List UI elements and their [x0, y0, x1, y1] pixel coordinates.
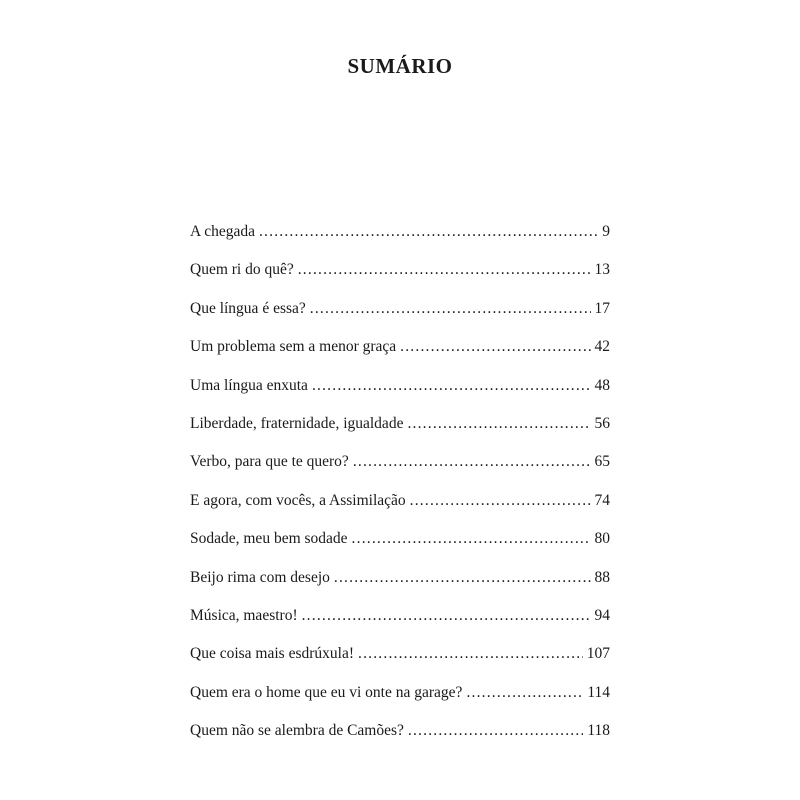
toc-entry	[190, 525, 610, 563]
toc-entry	[190, 295, 610, 333]
page-title: SUMÁRIO	[347, 54, 453, 79]
toc-entry-page: 9	[602, 223, 610, 240]
toc-entry-title: Beijo rima com desejo	[190, 568, 330, 586]
toc-entry-page: 17	[594, 299, 610, 317]
dot-leader	[298, 256, 591, 284]
toc-entry	[190, 487, 610, 525]
toc-entry-title: Um problema sem a menor graça	[190, 338, 397, 356]
toc-entry-page: 56	[594, 414, 610, 432]
toc-entry	[190, 679, 610, 717]
toc-entry-page: 74	[594, 491, 610, 509]
toc-entry-page: 65	[594, 453, 610, 471]
dot-leader	[466, 679, 583, 707]
toc-entry	[190, 218, 610, 256]
toc-entry	[190, 717, 610, 755]
toc-entry-title: Quem não se alembra de Camões?	[190, 722, 404, 740]
toc-entry	[190, 333, 610, 371]
toc-entry	[190, 640, 610, 678]
toc-entry-title: Sodade, meu bem sodade	[190, 530, 348, 548]
toc-entry-page: 94	[594, 606, 610, 624]
toc-entry-title: Quem era o home que eu vi onte na garage?	[190, 683, 463, 701]
dot-leader	[353, 448, 591, 476]
toc-entry-title: Que língua é essa?	[190, 299, 306, 317]
toc-entry-page: 118	[587, 722, 610, 740]
toc-entry-page: 48	[594, 376, 610, 394]
toc-entry-page: 107	[586, 645, 610, 663]
dot-leader	[400, 333, 590, 361]
toc-entry-title: E agora, com vocês, a Assimilação	[190, 491, 406, 509]
toc-entry-title: Liberdade, fraternidade, igualdade	[190, 414, 404, 432]
toc-entry-page: 114	[587, 683, 610, 701]
toc-entry	[190, 410, 610, 448]
dot-leader	[310, 295, 591, 323]
toc-entry-page: 13	[594, 261, 610, 279]
toc-entry	[190, 448, 610, 486]
dot-leader	[259, 218, 598, 246]
toc-entry-page: 88	[594, 568, 610, 586]
dot-leader	[334, 564, 591, 592]
toc-entry-title: Quem ri do quê?	[190, 261, 294, 279]
toc-entry-title: A chegada	[190, 223, 255, 240]
toc-entry-title: Uma língua enxuta	[190, 376, 308, 394]
table-of-contents	[190, 218, 610, 755]
toc-entry	[190, 564, 610, 602]
toc-entry-page: 80	[594, 530, 610, 548]
dot-leader	[358, 640, 583, 668]
dot-leader	[407, 410, 590, 438]
toc-entry	[190, 256, 610, 294]
dot-leader	[312, 372, 591, 400]
dot-leader	[410, 487, 591, 515]
toc-entry-title: Que coisa mais esdrúxula!	[190, 645, 354, 663]
toc-entry-page: 42	[594, 338, 610, 356]
toc-entry	[190, 602, 610, 640]
toc-entry-title: Música, maestro!	[190, 606, 298, 624]
dot-leader	[302, 602, 591, 630]
dot-leader	[408, 717, 583, 745]
toc-entry	[190, 372, 610, 410]
toc-entry-title: Verbo, para que te quero?	[190, 453, 349, 471]
dot-leader	[352, 525, 591, 553]
